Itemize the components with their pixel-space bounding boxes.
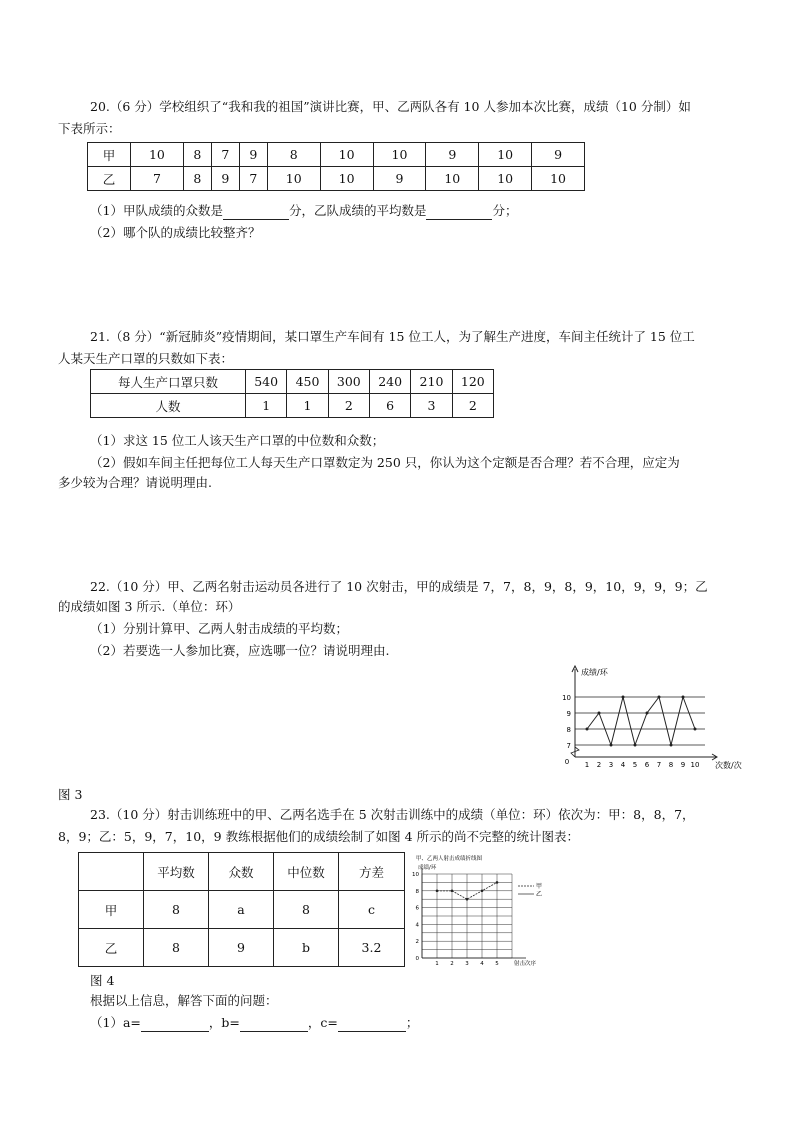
- table-cell: b: [274, 929, 339, 967]
- table-header: 众数: [209, 853, 274, 891]
- y-tick-label: 8: [566, 726, 571, 734]
- table-cell: 1: [246, 394, 287, 418]
- table-cell: 3: [411, 394, 452, 418]
- table-cell: 8: [274, 891, 339, 929]
- table-cell: 7: [211, 143, 239, 167]
- q20-stem-line1: 20.（6 分）学校组织了“我和我的祖国”演讲比赛，甲、乙两队各有 10 人参加本次比赛，成绩（10 分制）如: [90, 99, 691, 114]
- x-tick-label: 7: [656, 761, 662, 769]
- q23-after-text: 根据以上信息，解答下面的问题：: [90, 993, 278, 1008]
- legend-label-yi: 乙: [536, 891, 543, 898]
- data-point: [610, 744, 613, 747]
- table-cell: 7: [131, 167, 184, 191]
- q23-sub1-text-b: ，b=: [208, 1015, 240, 1030]
- table-cell: 8: [183, 167, 211, 191]
- data-point: [496, 881, 499, 884]
- answer-blank[interactable]: [426, 205, 492, 220]
- table-cell: 10: [532, 167, 585, 191]
- x-tick-label: 5: [632, 761, 638, 769]
- q23-stem-line1: 23.（10 分）射击训练班中的甲、乙两名选手在 5 次射击训练中的成绩（单位：环）依次为：甲：8，8，7，: [90, 807, 695, 822]
- table-cell: 9: [211, 167, 239, 191]
- x-tick-label: 3: [465, 961, 469, 967]
- table-cell: 2: [452, 394, 493, 418]
- q22-sub1: （1）分别计算甲、乙两人射击成绩的平均数；: [90, 621, 348, 636]
- q23-sub1-text-d: ；: [405, 1015, 419, 1030]
- answer-blank[interactable]: [338, 1017, 406, 1032]
- x-tick-label: 5: [495, 961, 499, 967]
- y-axis-label: 成绩/环: [418, 865, 437, 871]
- table-cell: 9: [532, 143, 585, 167]
- table-cell: c: [339, 891, 405, 929]
- x-tick-label: 6: [644, 761, 650, 769]
- x-axis-label: 次数/次: [715, 761, 742, 770]
- table-cell: 8: [183, 143, 211, 167]
- x-tick-label: 3: [608, 761, 614, 769]
- table-header: [79, 853, 144, 891]
- table-cell: 7: [239, 167, 267, 191]
- table-cell: 10: [320, 167, 373, 191]
- table-cell: 300: [328, 370, 369, 394]
- table-cell: 8: [144, 929, 209, 967]
- q21-mask-table: [90, 369, 494, 418]
- table-cell: 乙: [79, 929, 144, 967]
- y-tick-label: 9: [566, 710, 571, 718]
- x-tick-label: 9: [680, 761, 686, 769]
- data-point: [436, 890, 439, 893]
- data-point: [451, 890, 454, 893]
- figure3-line-chart: [555, 663, 745, 775]
- y-tick-label: 7: [566, 742, 571, 750]
- x-tick-label: 2: [596, 761, 602, 769]
- table-row: [88, 143, 585, 167]
- q23-stats-table: [78, 852, 405, 967]
- figure4-line-chart: [410, 852, 560, 970]
- table-cell: 9: [373, 167, 426, 191]
- x-tick-label: 8: [668, 761, 674, 769]
- table-cell: 10: [320, 143, 373, 167]
- q20-sub1: [90, 202, 518, 220]
- y-tick-label: 0: [415, 956, 419, 962]
- table-cell: 8: [144, 891, 209, 929]
- table-header: 方差: [339, 853, 405, 891]
- q20-stem-line2: 下表所示：: [58, 121, 121, 136]
- q20-sub1-text-b: 分，乙队成绩的平均数是: [288, 203, 427, 218]
- table-row: [88, 167, 585, 191]
- q23-stem-line2: 8，9；乙：5，9，7，10，9 教练根据他们的成绩绘制了如图 4 所示的尚不完整的统计图表：: [58, 829, 579, 844]
- q23-sub1-text-a: （1）a=: [90, 1015, 141, 1030]
- x-tick-label: 1: [435, 961, 439, 967]
- data-point: [481, 890, 484, 893]
- answer-blank[interactable]: [223, 205, 289, 220]
- q21-stem-line2: 人某天生产口罩的只数如下表：: [58, 351, 234, 366]
- row-label-yi: 乙: [88, 167, 131, 191]
- table-cell: 1: [287, 394, 328, 418]
- q21-stem-line1: 21.（8 分）“新冠肺炎”疫情期间，某口罩生产车间有 15 位工人，为了解生产进度，车间主任统计了 15 位工: [90, 329, 695, 344]
- table-cell: 10: [373, 143, 426, 167]
- data-point: [682, 696, 685, 699]
- q23-sub1: [90, 1014, 418, 1032]
- q20-sub1-text-c: 分；: [492, 203, 518, 218]
- y-axis-label: 成绩/环: [581, 668, 608, 677]
- figure3-caption: 图 3: [58, 787, 83, 802]
- data-point: [586, 728, 589, 731]
- data-point: [466, 898, 469, 901]
- x-tick-label: 2: [450, 961, 454, 967]
- table-row: [79, 891, 405, 929]
- table-cell: 甲: [79, 891, 144, 929]
- table-cell: 3.2: [339, 929, 405, 967]
- x-axis-label: 射击次序: [514, 961, 537, 967]
- table-row: [79, 853, 405, 891]
- table-cell: 10: [479, 143, 532, 167]
- q20-sub2: （2）哪个队的成绩比较整齐？: [90, 225, 261, 240]
- table-cell: 10: [131, 143, 184, 167]
- table-cell: 10: [426, 167, 479, 191]
- q22-sub2: （2）若要选一人参加比赛，应选哪一位？请说明理由.: [90, 643, 390, 658]
- series-line-yi: [587, 697, 695, 745]
- table-row: [91, 370, 494, 394]
- figure4-caption: 图 4: [90, 973, 115, 988]
- q21-sub1: （1）求这 15 位工人该天生产口罩的中位数和众数；: [90, 433, 385, 448]
- x-tick-label: 10: [690, 761, 700, 769]
- table-cell: 120: [452, 370, 493, 394]
- data-point: [670, 744, 673, 747]
- data-point: [658, 696, 661, 699]
- table-cell: a: [209, 891, 274, 929]
- y-tick-label: 10: [412, 872, 419, 878]
- chart-title: 甲、乙两人射击成绩折线图: [416, 856, 483, 862]
- y-tick-label: 6: [415, 905, 419, 912]
- answer-blank[interactable]: [141, 1017, 209, 1032]
- table-cell: 8: [267, 143, 320, 167]
- data-point: [646, 712, 649, 715]
- table-cell: 450: [287, 370, 328, 394]
- header-label: 每人生产口罩只数: [91, 370, 246, 394]
- table-cell: 540: [246, 370, 287, 394]
- table-cell: 10: [479, 167, 532, 191]
- origin-label: 0: [564, 758, 570, 766]
- data-point: [694, 728, 697, 731]
- data-point: [598, 712, 601, 715]
- x-tick-label: 4: [480, 961, 484, 967]
- y-tick-label: 8: [415, 888, 419, 895]
- legend-label-jia: 甲: [536, 883, 543, 890]
- y-tick-label: 4: [415, 922, 419, 929]
- q22-stem-line1: 22.（10 分）甲、乙两名射击运动员各进行了 10 次射击，甲的成绩是 7，7，8，9，8，9，10，9，9，9；乙: [90, 579, 708, 594]
- answer-blank[interactable]: [240, 1017, 308, 1032]
- table-cell: 9: [209, 929, 274, 967]
- table-header: 平均数: [144, 853, 209, 891]
- q20-sub1-text-a: （1）甲队成绩的众数是: [90, 203, 223, 218]
- table-header: 中位数: [274, 853, 339, 891]
- table-cell: 9: [239, 143, 267, 167]
- table-cell: 210: [411, 370, 452, 394]
- table-cell: 240: [369, 370, 410, 394]
- q23-sub1-text-c: ，c=: [307, 1015, 338, 1030]
- table-cell: 2: [328, 394, 369, 418]
- count-label: 人数: [91, 394, 246, 418]
- data-point: [622, 696, 625, 699]
- table-cell: 9: [426, 143, 479, 167]
- y-tick-label: 2: [415, 939, 419, 946]
- row-label-jia: 甲: [88, 143, 131, 167]
- table-row: [79, 929, 405, 967]
- x-tick-label: 4: [620, 761, 626, 769]
- table-cell: 6: [369, 394, 410, 418]
- data-point: [634, 744, 637, 747]
- q21-sub2-line2: 多少较为合理？请说明理由.: [58, 475, 212, 490]
- y-tick-label: 10: [562, 694, 571, 702]
- x-tick-label: 1: [584, 761, 590, 769]
- table-row: [91, 394, 494, 418]
- table-cell: 10: [267, 167, 320, 191]
- q20-score-table: [87, 142, 585, 191]
- q22-stem-line2: 的成绩如图 3 所示.（单位：环）: [58, 599, 241, 614]
- q21-sub2-line1: （2）假如车间主任把每位工人每天生产口罩数定为 250 只，你认为这个定额是否合理？若不合理，应定为: [90, 455, 680, 470]
